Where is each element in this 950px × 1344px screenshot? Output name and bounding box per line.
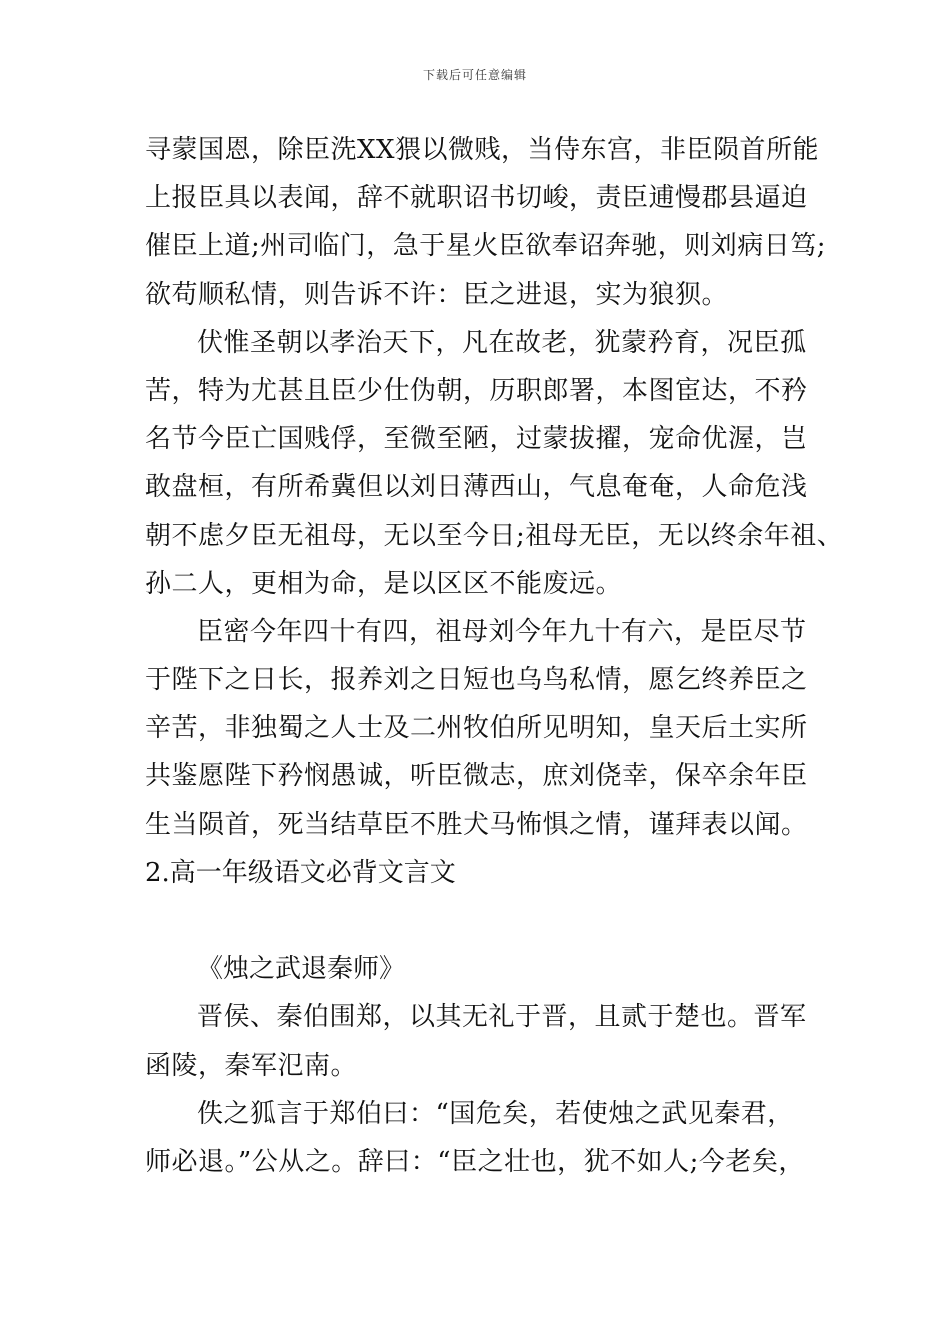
paragraph-3	[145, 608, 835, 849]
document-body	[145, 126, 844, 1186]
text-line: 孙二人，更相为命，是以区区不能废远。	[145, 568, 623, 599]
text-line: 欲苟顺私情，则告诉不许：臣之进退，实为狼狈。	[145, 279, 729, 310]
text-line: 佚之狐言于郑伯曰：“国危矣，若使烛之武见秦君，	[197, 1098, 794, 1129]
article-title: 《烛之武退秦师》	[197, 954, 406, 985]
paragraph-1	[145, 126, 835, 319]
page-header: 下载后可任意编辑	[422, 68, 527, 82]
article-paragraph-2	[145, 1090, 835, 1186]
text-line: 师必退。”公从之。辞曰：“臣之壮也，犹不如人;今老矣，	[145, 1146, 805, 1177]
text-line: 共鉴愿陛下矜悯愚诚，听臣微志，庶刘侥幸，保卒余年臣	[145, 761, 808, 792]
text-line: 生当陨首，死当结草臣不胜犬马怖惧之情，谨拜表以闻。	[145, 809, 808, 840]
text-line: 敢盘桓，有所希冀但以刘日薄西山，气息奄奄，人命危浅	[145, 472, 808, 503]
text-line: 晋侯、秦伯围郑，以其无礼于晋，且贰于楚也。晋军	[197, 1002, 807, 1033]
section-heading: 2.高一年级语文必背文言文	[145, 857, 456, 888]
text-line: 辛苦，非独蜀之人士及二州牧伯所见明知，皇天后土实所	[145, 713, 808, 744]
text-line: 上报臣具以表闻，辞不就职诏书切峻，责臣逋慢郡县逼迫	[145, 183, 808, 214]
text-line: 寻蒙国恩，除臣洗XX猥以微贱，当侍东宫，非臣陨首所能	[145, 135, 820, 165]
text-line: 催臣上道;州司临门，急于星火臣欲奉诏奔驰，则刘病日笃;	[145, 231, 827, 262]
text-line: 函陵，秦军氾南。	[145, 1050, 358, 1081]
article-paragraph-1	[145, 993, 835, 1089]
text-line: 臣密今年四十有四，祖母刘今年九十有六，是臣尽节	[197, 616, 807, 647]
text-line: 于陛下之日长，报养刘之日短也乌鸟私情，愿乞终养臣之	[145, 665, 808, 696]
text-line: 名节今臣亡国贱俘，至微至陋，过蒙拔擢，宠命优渥，岂	[145, 424, 808, 455]
paragraph-2	[145, 319, 844, 608]
blank-line	[145, 897, 835, 945]
text-line: 苦，特为尤甚且臣少仕伪朝，历职郎署，本图宦达，不矜	[145, 375, 808, 406]
text-line: 朝不虑夕臣无祖母，无以至今日;祖母无臣，无以终余年祖、	[145, 520, 844, 551]
text-line: 伏惟圣朝以孝治天下，凡在故老，犹蒙矜育，况臣孤	[197, 327, 807, 358]
